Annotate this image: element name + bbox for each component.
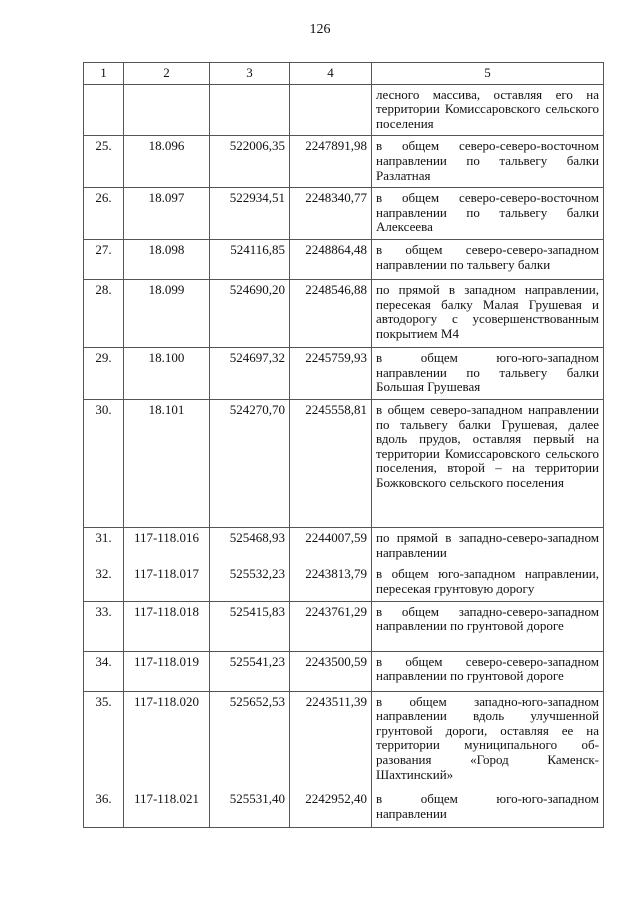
direction-description: в общем юго-западном направлении, пересекая грунтовую дорогу [372,564,604,601]
point-number: 30. [84,399,124,527]
cell-empty [210,84,290,136]
coordinate-y: 2245759,93 [290,347,372,399]
header-col-3: 3 [210,63,290,85]
direction-description: в общем западно-юго-западном направлении вдоль улучшенной грунтовой дороги, оставляя ее на территории муниципального образования «Город Каменск-Шахтинский» [372,691,604,789]
coordinate-x: 524690,20 [210,279,290,347]
point-number: 26. [84,188,124,240]
coordinate-y: 2248546,88 [290,279,372,347]
coordinate-x: 525531,40 [210,789,290,827]
direction-description: по прямой в западно-северо-западном направлении [372,527,604,564]
coordinate-x: 525468,93 [210,527,290,564]
point-number: 35. [84,691,124,789]
direction-description: в общем северо-северо-восточном направлении по тальвегу балки Разлатная [372,136,604,188]
coordinate-x: 522934,51 [210,188,290,240]
table-row [84,601,604,651]
point-code: 18.101 [124,399,210,527]
boundary-points-table [83,62,604,828]
point-code: 18.099 [124,279,210,347]
point-number: 25. [84,136,124,188]
coordinate-x: 524270,70 [210,399,290,527]
page-number: 126 [309,22,331,37]
table-row [84,527,604,564]
point-code: 117-118.018 [124,601,210,651]
continuation-row [84,84,604,136]
point-number: 32. [84,564,124,601]
point-code: 117-118.020 [124,691,210,789]
direction-description: по прямой в западном направлении, пересекая балку Малая Грушевая и автодорогу с усовершенствованным покрытием М4 [372,279,604,347]
table-row [84,239,604,279]
point-number: 34. [84,651,124,691]
point-code: 18.098 [124,239,210,279]
point-number: 33. [84,601,124,651]
direction-description: в общем северо-северо-западном направлении по грунтовой дороге [372,651,604,691]
coordinate-y: 2248340,77 [290,188,372,240]
cell-empty [290,84,372,136]
table-row [84,399,604,527]
coordinate-x: 525532,23 [210,564,290,601]
table-row [84,136,604,188]
coordinate-x: 525541,23 [210,651,290,691]
point-number: 36. [84,789,124,827]
point-number: 29. [84,347,124,399]
coordinate-y: 2247891,98 [290,136,372,188]
coordinate-y: 2243761,29 [290,601,372,651]
header-col-2: 2 [124,63,210,85]
point-code: 18.100 [124,347,210,399]
point-code: 117-118.016 [124,527,210,564]
direction-description: в общем северо-северо-западном направлении по тальвегу балки [372,239,604,279]
point-number: 27. [84,239,124,279]
point-number: 31. [84,527,124,564]
coordinate-x: 524697,32 [210,347,290,399]
coordinate-y: 2242952,40 [290,789,372,827]
table-row [84,651,604,691]
coordinate-y: 2244007,59 [290,527,372,564]
point-code: 18.096 [124,136,210,188]
coordinate-x: 522006,35 [210,136,290,188]
coordinate-x: 525415,83 [210,601,290,651]
continuation-description: лесного массива, оставляя его на территории Комиссаровского сельского поселения [372,84,604,136]
header-col-4: 4 [290,63,372,85]
table-row [84,789,604,827]
direction-description: в общем юго-юго-западном направлении по тальвегу балки Большая Грушевая [372,347,604,399]
header-col-1: 1 [84,63,124,85]
cell-empty [124,84,210,136]
direction-description: в общем северо-северо-восточном направлении по тальвегу балки Алексеева [372,188,604,240]
coordinate-y: 2243813,79 [290,564,372,601]
table-row [84,691,604,789]
coordinate-y: 2245558,81 [290,399,372,527]
point-code: 117-118.017 [124,564,210,601]
point-code: 18.097 [124,188,210,240]
header-row [84,63,604,85]
header-col-5: 5 [372,63,604,85]
table-row [84,279,604,347]
direction-description: в общем западно-северо-западном направлении по грунтовой дороге [372,601,604,651]
direction-description: в общем юго-юго-западном направлении [372,789,604,827]
coordinate-y: 2243500,59 [290,651,372,691]
point-number: 28. [84,279,124,347]
point-code: 117-118.021 [124,789,210,827]
coordinate-y: 2243511,39 [290,691,372,789]
point-code: 117-118.019 [124,651,210,691]
coordinate-y: 2248864,48 [290,239,372,279]
table-row [84,564,604,601]
cell-empty [84,84,124,136]
table-row [84,347,604,399]
direction-description: в общем северо-западном направлении по тальвегу балки Грушевая, далее вдоль прудов, оставляя первый на территории Комиссаровского сельского поселения, второй – на территории Божковского сельского поселения [372,399,604,527]
table-row [84,188,604,240]
coordinate-x: 524116,85 [210,239,290,279]
coordinate-x: 525652,53 [210,691,290,789]
